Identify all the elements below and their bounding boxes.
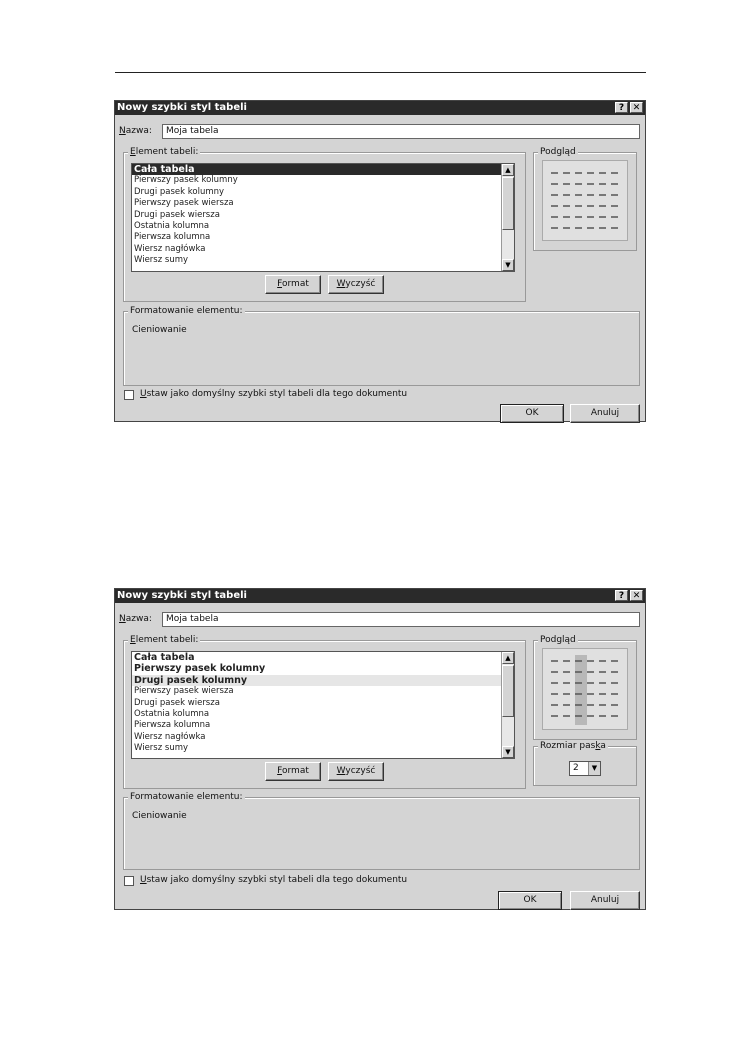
set-default-checkbox[interactable] (124, 390, 134, 400)
set-default-label: Ustaw jako domyślny szybki styl tabeli dla tego dokumentu (140, 875, 408, 885)
list-item[interactable]: Ostatnia kolumna (134, 708, 210, 719)
dialog-title: Nowy szybki styl tabeli (117, 102, 247, 113)
format-button[interactable]: Format (265, 762, 321, 781)
stripe-size-value: 2 (573, 763, 579, 773)
close-button[interactable]: ✕ (630, 590, 643, 601)
stripe-size-select[interactable] (569, 761, 601, 776)
list-item[interactable]: Ostatnia kolumna (134, 220, 210, 231)
list-item[interactable]: Drugi pasek wiersza (134, 697, 220, 708)
dialog-titlebar (115, 589, 645, 603)
list-scrollbar[interactable] (501, 164, 514, 271)
table-element-list[interactable] (131, 651, 515, 759)
list-item[interactable]: Pierwszy pasek kolumny (134, 663, 266, 675)
list-item[interactable]: Pierwsza kolumna (134, 720, 211, 731)
scroll-down-arrow-icon[interactable]: ▼ (502, 259, 514, 271)
table-element-group-title: Element tabeli: (130, 635, 199, 645)
ok-button[interactable]: OK (500, 404, 564, 423)
ok-button[interactable]: OK (498, 891, 562, 910)
preview-group-title: Podgląd (540, 635, 576, 645)
preview-grid-icon (551, 655, 621, 725)
scroll-thumb[interactable] (502, 177, 514, 230)
scroll-up-arrow-icon[interactable]: ▲ (502, 164, 514, 176)
list-item[interactable]: Wiersz sumy (134, 255, 189, 266)
page-header-rule (115, 72, 646, 73)
stripe-size-label: Rozmiar paska (540, 741, 606, 751)
list-item[interactable]: Drugi pasek kolumny (134, 186, 225, 197)
preview-group-title: Podgląd (540, 147, 576, 157)
table-element-group-title: Element tabeli: (130, 147, 199, 157)
table-preview (542, 160, 628, 241)
table-preview (542, 648, 628, 730)
list-item[interactable]: Cała tabela (132, 164, 514, 175)
clear-button[interactable]: Wyczyść (328, 762, 384, 781)
element-formatting-group (123, 306, 640, 386)
list-item[interactable]: Pierwszy pasek wiersza (134, 198, 234, 209)
list-item[interactable]: Wiersz sumy (134, 743, 189, 754)
cancel-button[interactable]: Anuluj (570, 404, 640, 423)
name-input[interactable]: Moja tabela (162, 124, 640, 139)
dialog-titlebar (115, 101, 645, 115)
dialog-title: Nowy szybki styl tabeli (117, 590, 247, 601)
clear-button[interactable]: Wyczyść (328, 275, 384, 294)
new-table-style-dialog-2 (114, 588, 646, 910)
formatting-description: Cieniowanie (132, 325, 187, 335)
name-label: Nazwa: (119, 614, 152, 624)
formatting-description: Cieniowanie (132, 811, 187, 821)
preview-grid-icon (551, 167, 621, 237)
scroll-up-arrow-icon[interactable]: ▲ (502, 652, 514, 664)
list-item[interactable]: Wiersz nagłówka (134, 243, 206, 254)
set-default-label: Ustaw jako domyślny szybki styl tabeli dla tego dokumentu (140, 389, 408, 399)
list-item[interactable]: Wiersz nagłówka (134, 731, 206, 742)
list-item[interactable]: Drugi pasek kolumny (132, 675, 514, 686)
scroll-thumb[interactable] (502, 665, 514, 717)
new-table-style-dialog-1 (114, 100, 646, 422)
format-button[interactable]: Format (265, 275, 321, 294)
name-label: Nazwa: (119, 126, 152, 136)
scroll-down-arrow-icon[interactable]: ▼ (502, 746, 514, 758)
help-button[interactable]: ? (615, 102, 628, 113)
list-item[interactable]: Pierwszy pasek kolumny (134, 175, 238, 186)
list-scrollbar[interactable] (501, 652, 514, 758)
set-default-checkbox[interactable] (124, 876, 134, 886)
table-element-list[interactable] (131, 163, 515, 272)
chevron-down-icon[interactable]: ▼ (588, 762, 600, 775)
list-item[interactable]: Cała tabela (134, 652, 195, 663)
help-button[interactable]: ? (615, 590, 628, 601)
element-formatting-group-title: Formatowanie elementu: (130, 306, 243, 316)
cancel-button[interactable]: Anuluj (570, 891, 640, 910)
list-item[interactable]: Pierwsza kolumna (134, 232, 211, 243)
element-formatting-group (123, 792, 640, 870)
list-item[interactable]: Drugi pasek wiersza (134, 209, 220, 220)
list-item[interactable]: Pierwszy pasek wiersza (134, 686, 234, 697)
name-input[interactable]: Moja tabela (162, 612, 640, 627)
close-button[interactable]: ✕ (630, 102, 643, 113)
element-formatting-group-title: Formatowanie elementu: (130, 792, 243, 802)
